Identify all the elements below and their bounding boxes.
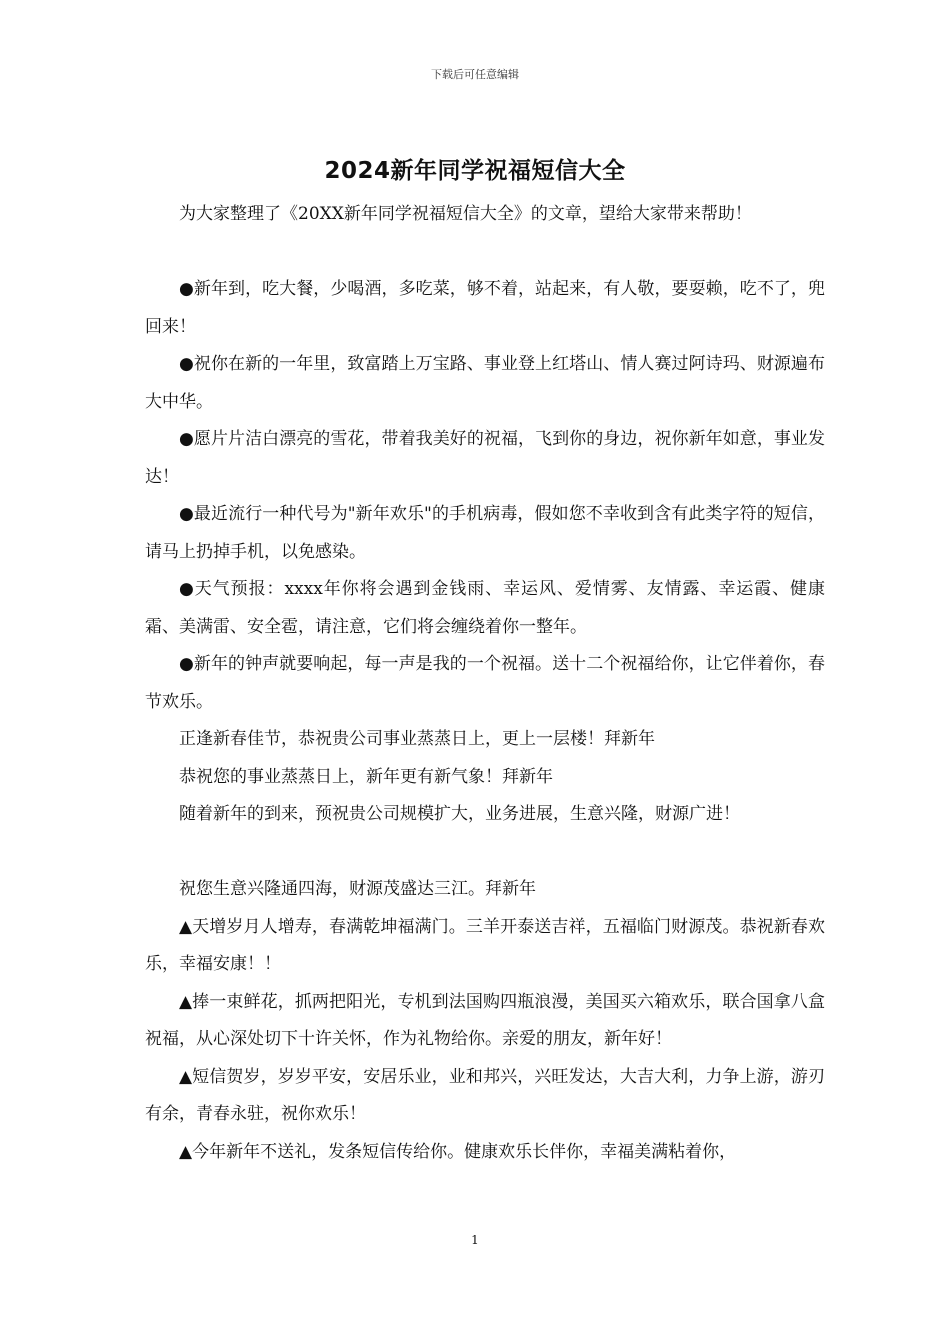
wish-paragraph: ●祝你在新的一年里，致富踏上万宝路、事业登上红塔山、情人赛过阿诗玛、财源遍布大中华。: [145, 354, 825, 412]
wish-paragraph: ●天气预报：xxxx年你将会遇到金钱雨、幸运风、爱情雾、友情露、幸运霞、健康霜、美满雷、安全雹，请注意，它们将会缠绕着你一整年。: [145, 579, 825, 637]
wish-paragraph: ▲短信贺岁，岁岁平安，安居乐业，业和邦兴，兴旺发达，大吉大利，力争上游，游刃有余，青春永驻，祝你欢乐！: [145, 1066, 825, 1124]
wish-paragraph: 恭祝您的事业蒸蒸日上，新年更有新气象！拜新年: [179, 766, 553, 787]
wish-paragraph: ●愿片片洁白漂亮的雪花，带着我美好的祝福，飞到你的身边，祝你新年如意，事业发达！: [145, 429, 825, 487]
wish-paragraph: ●新年到，吃大餐，少喝酒，多吃菜，够不着，站起来，有人敬，要耍赖，吃不了，兜回来！: [145, 279, 825, 337]
blank-line: [145, 834, 825, 872]
blank-line: [145, 234, 825, 272]
header-note: 下载后可任意编辑: [431, 68, 519, 81]
wish-paragraph: ●最近流行一种代号为"新年欢乐"的手机病毒，假如您不幸收到含有此类字符的短信，请马上扔掉手机，以免感染。: [145, 504, 825, 562]
intro-paragraph: 为大家整理了《20XX新年同学祝福短信大全》的文章，望给大家带来帮助！: [179, 204, 752, 224]
wish-paragraph: 正逢新春佳节，恭祝贵公司事业蒸蒸日上，更上一层楼！拜新年: [179, 729, 655, 749]
wish-paragraph: ▲捧一束鲜花，抓两把阳光，专机到法国购四瓶浪漫，美国买六箱欢乐，联合国拿八盒祝福，从心深处切下十许关怀，作为礼物给你。亲爱的朋友，新年好！: [145, 991, 825, 1049]
wish-paragraph: ●新年的钟声就要响起，每一声是我的一个祝福。送十二个祝福给你，让它伴着你，春节欢乐。: [145, 654, 825, 712]
wish-paragraph: ▲天增岁月人增寿，春满乾坤福满门。三羊开泰送吉祥，五福临门财源茂。恭祝新春欢乐，幸福安康！！: [145, 916, 825, 974]
wish-paragraph: 随着新年的到来，预祝贵公司规模扩大，业务进展，生意兴隆，财源广进！: [179, 804, 740, 824]
wish-paragraph: ▲今年新年不送礼，发条短信传给你。健康欢乐长伴你，幸福美满粘着你，: [179, 1141, 737, 1162]
document-title: 2024新年同学祝福短信大全: [324, 158, 626, 184]
document-body: [145, 196, 825, 1171]
page-number: 1: [471, 1233, 479, 1247]
wish-paragraph: 祝您生意兴隆通四海，财源茂盛达三江。拜新年: [179, 879, 536, 899]
